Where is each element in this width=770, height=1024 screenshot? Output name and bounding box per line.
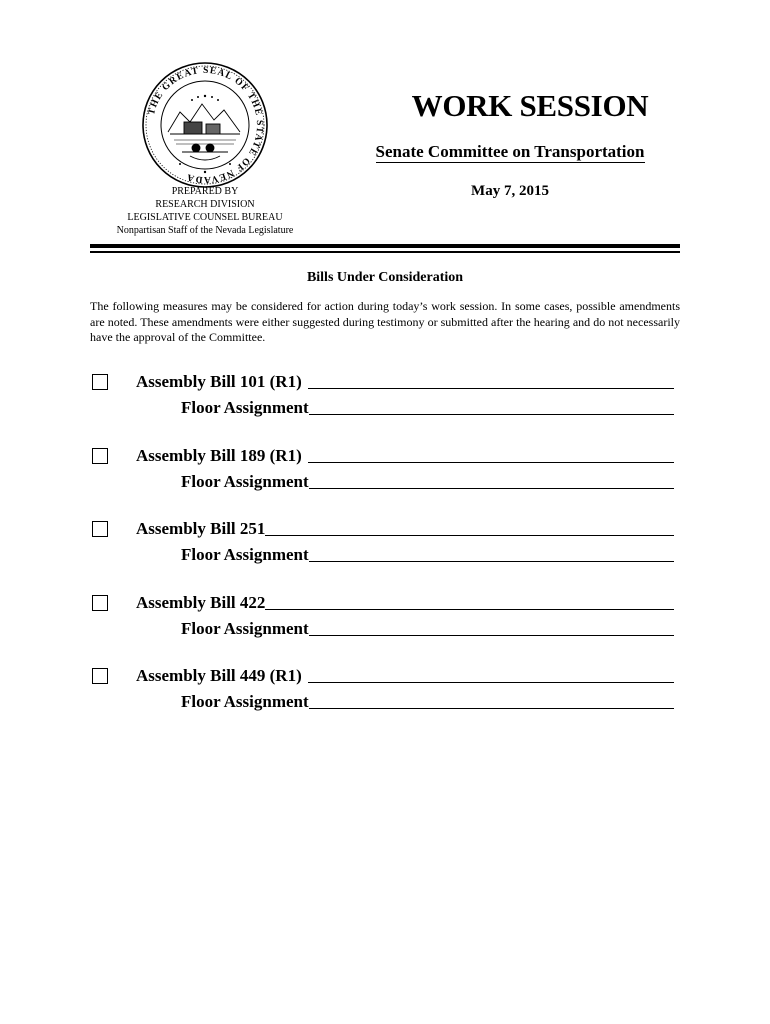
bill-label: Assembly Bill 422 (136, 593, 266, 612)
divider-thick (90, 244, 680, 248)
floor-assignment-blank[interactable] (309, 560, 674, 562)
svg-text:THE GREAT SEAL OF THE STATE OF: THE GREAT SEAL OF THE STATE OF NEVADA (147, 65, 265, 185)
page-title: WORK SESSION (411, 88, 649, 123)
prepared-by-block (100, 185, 310, 237)
bill-blank-line[interactable] (308, 461, 674, 463)
floor-assignment-label: Floor Assignment (181, 692, 309, 711)
nevada-state-seal-icon (140, 60, 270, 190)
floor-assignment-label: Floor Assignment (181, 398, 309, 417)
prepared-by-division: RESEARCH DIVISION (155, 199, 255, 210)
floor-assignment-blank[interactable] (309, 487, 674, 489)
bill-line (136, 446, 674, 466)
bill-checkbox[interactable] (92, 374, 108, 390)
bill-label: Assembly Bill 101 (R1) (136, 372, 302, 391)
committee-name-text: Senate Committee on Transportation (375, 142, 645, 161)
prepared-by-staff: Nonpartisan Staff of the Nevada Legislature (116, 225, 294, 236)
floor-assignment-line (181, 619, 674, 639)
bill-blank-line[interactable] (308, 387, 674, 389)
bill-line (136, 666, 674, 686)
divider-thin (90, 251, 680, 253)
floor-assignment-blank[interactable] (309, 707, 674, 709)
floor-assignment-blank[interactable] (309, 634, 674, 636)
nevada-state-seal (140, 60, 270, 190)
prepared-by-line: PREPARED BY (171, 186, 239, 197)
bill-label: Assembly Bill 449 (R1) (136, 666, 302, 685)
bill-entry (92, 372, 692, 422)
prepared-by-bureau: LEGISLATIVE COUNSEL BUREAU (127, 212, 283, 223)
bill-blank-line[interactable] (265, 534, 674, 536)
bills-heading: Bills Under Consideration (306, 270, 464, 285)
floor-assignment-line (181, 545, 674, 565)
floor-assignment-label: Floor Assignment (181, 545, 309, 564)
bill-entry (92, 519, 692, 569)
floor-assignment-blank[interactable] (309, 413, 674, 415)
bill-entry (92, 446, 692, 496)
floor-assignment-line (181, 692, 674, 712)
bill-label: Assembly Bill 189 (R1) (136, 446, 302, 465)
header-divider (90, 244, 680, 254)
session-date: May 7, 2015 (471, 183, 549, 199)
bill-label: Assembly Bill 251 (136, 519, 266, 538)
bill-line (136, 519, 674, 539)
bill-line (136, 372, 674, 392)
bill-blank-line[interactable] (265, 608, 674, 610)
intro-paragraph: The following measures may be considered for action during today’s work session. In some cases, possible amendments are noted. These amendments were either suggested during testimony or submitted after the hearing and do not necessarily have the approval of the Committee. (90, 299, 680, 344)
bill-checkbox[interactable] (92, 521, 108, 537)
committee-name (350, 142, 670, 162)
bill-checkbox[interactable] (92, 448, 108, 464)
floor-assignment-line (181, 472, 674, 492)
floor-assignment-label: Floor Assignment (181, 619, 309, 638)
bill-line (136, 593, 674, 613)
bill-checkbox[interactable] (92, 595, 108, 611)
bill-blank-line[interactable] (308, 681, 674, 683)
floor-assignment-label: Floor Assignment (181, 472, 309, 491)
bill-checkbox[interactable] (92, 668, 108, 684)
bill-entry (92, 593, 692, 643)
bill-entry (92, 666, 692, 716)
floor-assignment-line (181, 398, 674, 418)
